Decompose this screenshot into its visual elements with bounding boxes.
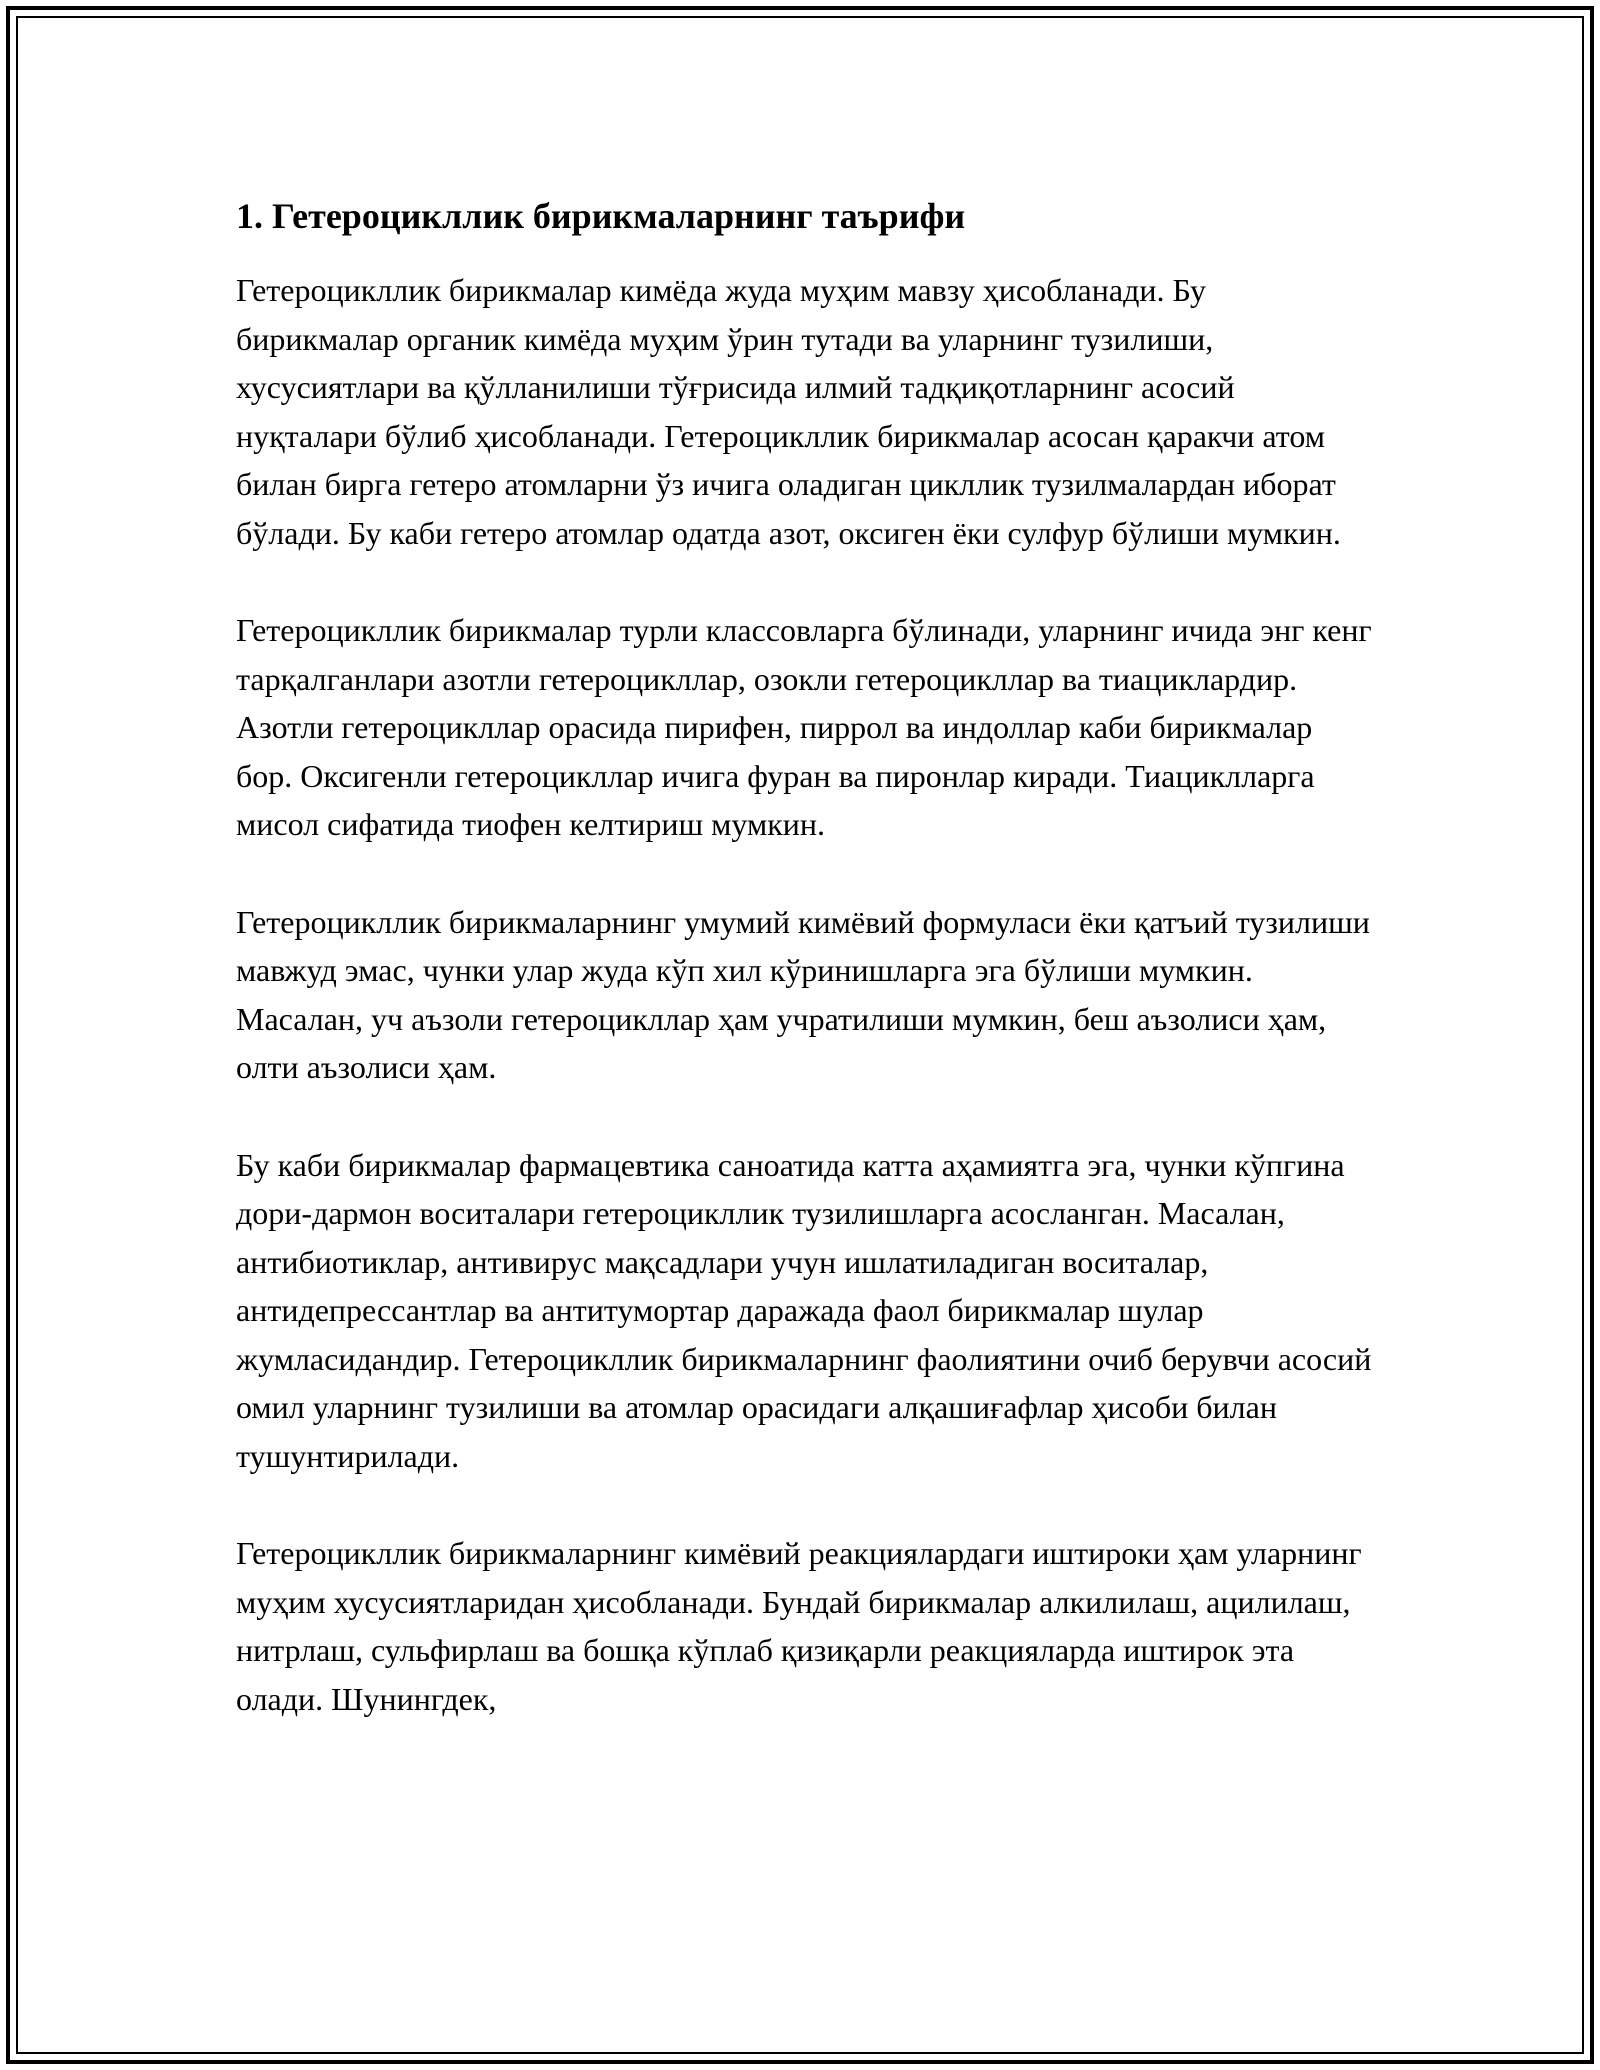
paragraph-3: Гетероцикллик бирикмаларнинг умумий кимёвий формуласи ёки қатъий тузилиши мавжуд эмас, чунки улар жуда кўп хил кўринишларга эга бўлиши мумкин. Масалан, уч аъзоли гетероцикллар ҳам учратилиши мумкин, беш аъзолиси ҳам, олти аъзолиси ҳам. (236, 903, 1370, 1085)
document-body (236, 188, 1376, 1772)
paragraph-4: Бу каби бирикмалар фармацевтика саноатида катта аҳамиятга эга, чунки кўпгина дори-дармон воситалари гетероцикллик тузилишларга асосланган. Масалан, антибиотиклар, антивирус мақсадлари учун ишлатиладиган воситалар, антидепрессантлар ва антитумортар даражада фаол бирикмалар шулар жумласидандир. Гетероцикллик бирикмаларнинг фаолиятини очиб берувчи асосий омил уларнинг тузилиши ва атомлар орасидаги алқашиғафлар ҳисоби билан тушунтирилади. (236, 1146, 1372, 1474)
paragraph-2: Гетероцикллик бирикмалар турли классовларга бўлинади, уларнинг ичида энг кенг тарқалганлари азотли гетероцикллар, озокли гетероцикллар ва тиациклардир. Азотли гетероцикллар орасида пирифен, пиррол ва индоллар каби бирикмалар бор. Оксигенли гетероцикллар ичига фуран ва пиронлар киради. Тиациклларга мисол сифатида тиофен келтириш мумкин. (236, 612, 1372, 842)
paragraph-5: Гетероцикллик бирикмаларнинг кимёвий реакциялардаги иштироки ҳам уларнинг муҳим хусусиятларидан ҳисобланади. Бундай бирикмалар алкилилаш, ацилилаш, нитрлаш, сульфирлаш ва бошқа кўплаб қизиқарли реакцияларда иштирок эта олади. Шунингдек, (236, 1535, 1362, 1717)
section-heading: 1. Гетероцикллик бирикмаларнинг таърифи (236, 196, 966, 236)
paragraph-1: Гетероцикллик бирикмалар кимёда жуда муҳим мавзу ҳисобланади. Бу бирикмалар органик кимёда муҳим ўрин тутади ва уларнинг тузилиши, хусусиятлари ва қўлланилиши тўғрисида илмий тадқиқотларнинг асосий нуқталари бўлиб ҳисобланади. Гетероцикллик бирикмалар асосан қаракчи атом билан бирга гетеро атомларни ўз ичига оладиган цикллик тузилмалардан иборат бўлади. Бу каби гетеро атомлар одатда азот, оксиген ёки сулфур бўлиши мумкин. (236, 272, 1341, 551)
